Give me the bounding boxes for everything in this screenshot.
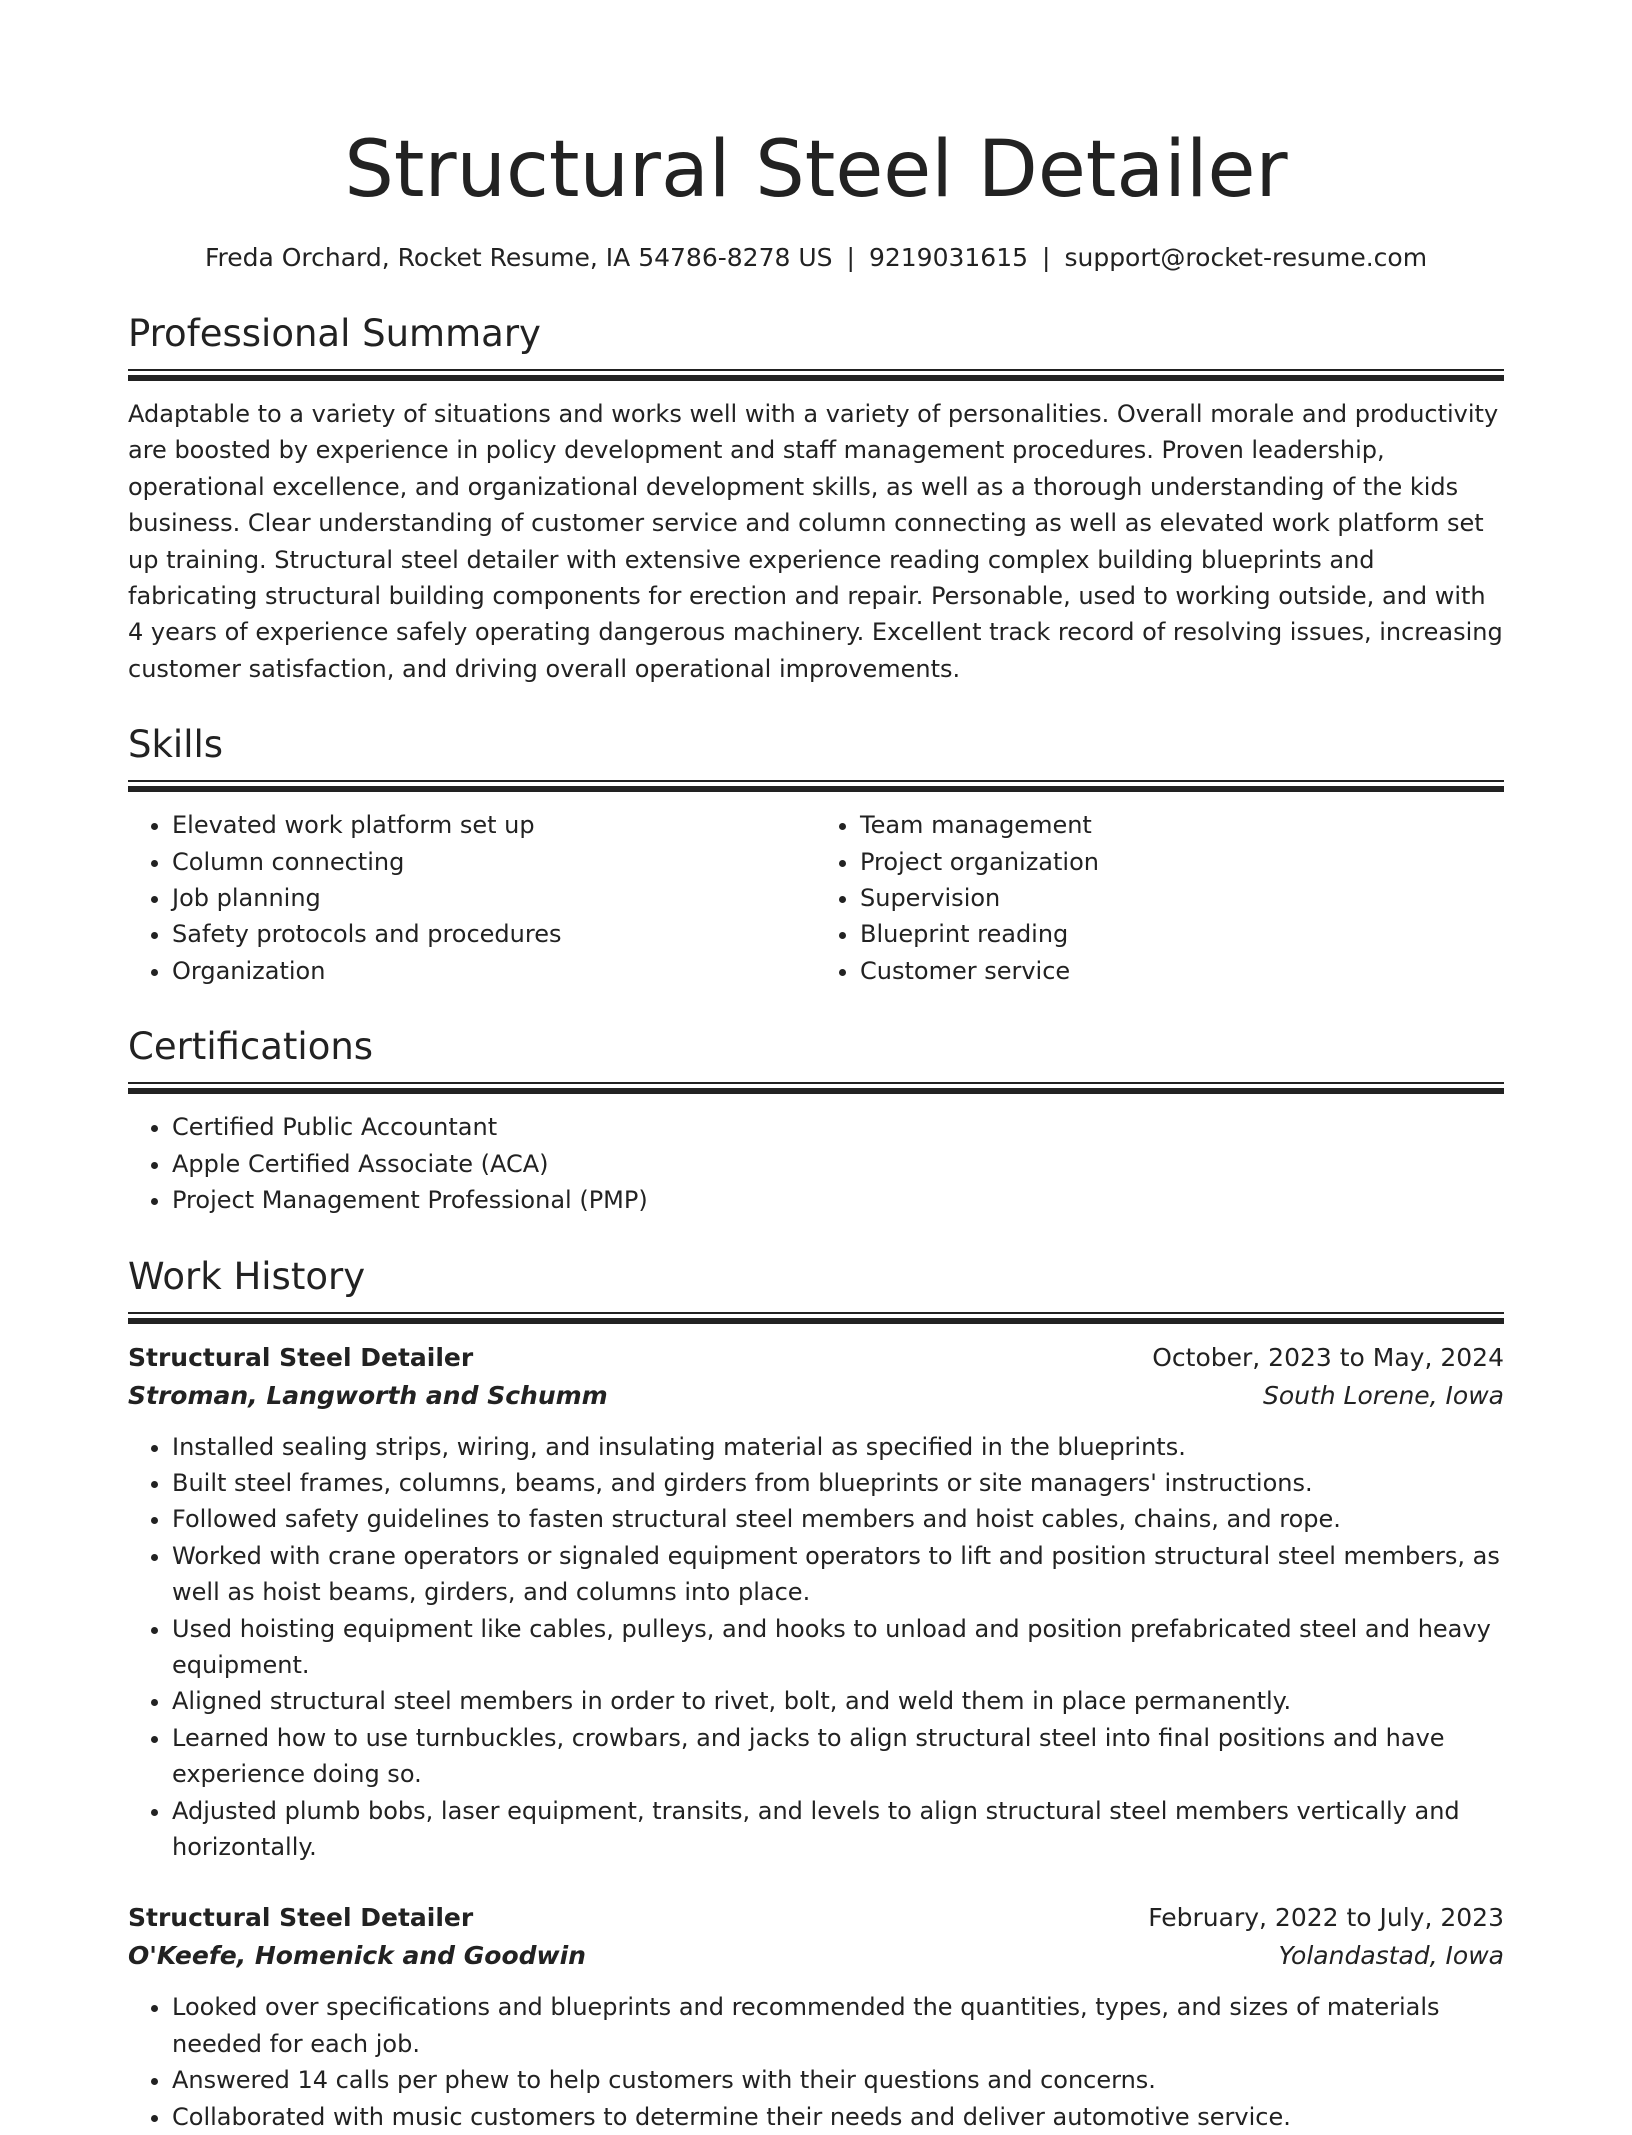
job-bullet: • Collaborated with music customers to determine their needs and deliver automotive service.: [172, 2099, 1504, 2135]
section-title-work-history: Work History: [128, 1253, 1504, 1301]
job-bullet: • Installed sealing strips, wiring, and insulating material as specified in the blueprints.: [172, 1429, 1504, 1465]
job-entry: [128, 1339, 1504, 1866]
skill-item: • Project organization: [860, 844, 1504, 880]
certification-item: • Certified Public Accountant: [172, 1109, 1504, 1145]
job-bullet: • Looked over specifications and blueprints and recommended the quantities, types, and sizes of materials needed for each job.: [172, 1989, 1504, 2062]
job-bullet: • Learned how to use turnbuckles, crowbars, and jacks to align structural steel into final positions and have experience doing so.: [172, 1720, 1504, 1793]
job-location: South Lorene, Iowa: [1263, 1377, 1504, 1415]
certification-item: • Project Management Professional (PMP): [172, 1182, 1504, 1218]
job-title: Structural Steel Detailer: [128, 1339, 473, 1377]
section-title-certifications: Certifications: [128, 1023, 1504, 1071]
work-history-section: [128, 1253, 1504, 2135]
job-bullet: • Built steel frames, columns, beams, and girders from blueprints or site managers' instructions.: [172, 1465, 1504, 1501]
section-divider: [128, 780, 1504, 793]
job-company: Stroman, Langworth and Schumm: [128, 1377, 608, 1415]
skills-columns: [128, 807, 1504, 989]
section-divider: [128, 369, 1504, 382]
skill-item: • Elevated work platform set up: [172, 807, 816, 843]
job-location: Yolandastad, Iowa: [1279, 1937, 1504, 1975]
section-title-summary: Professional Summary: [128, 310, 1504, 358]
contact-phone: 9219031615: [869, 243, 1028, 272]
skills-list-left: [128, 807, 816, 989]
job-entry: [128, 1899, 1504, 2135]
job-header-row: [128, 1899, 1504, 1937]
contact-email: support@rocket-resume.com: [1064, 243, 1427, 272]
job-subheader-row: [128, 1377, 1504, 1415]
job-bullet: • Followed safety guidelines to fasten structural steel members and hoist cables, chains, and rope.: [172, 1501, 1504, 1537]
skill-item: • Blueprint reading: [860, 916, 1504, 952]
job-company: O'Keefe, Homenick and Goodwin: [128, 1937, 586, 1975]
skill-item: • Organization: [172, 953, 816, 989]
resume-title: Structural Steel Detailer: [128, 110, 1504, 230]
contact-address: Freda Orchard, Rocket Resume, IA 54786-8278 US: [205, 243, 833, 272]
skill-item: • Job planning: [172, 880, 816, 916]
skill-item: • Column connecting: [172, 844, 816, 880]
skill-item: • Safety protocols and procedures: [172, 916, 816, 952]
job-title: Structural Steel Detailer: [128, 1899, 473, 1937]
job-bullet: • Answered 14 calls per phew to help customers with their questions and concerns.: [172, 2062, 1504, 2098]
resume-page: [128, 110, 1504, 2135]
job-dates: February, 2022 to July, 2023: [1148, 1899, 1504, 1937]
contact-separator: |: [1042, 240, 1050, 276]
skill-item: • Supervision: [860, 880, 1504, 916]
job-bullet: • Aligned structural steel members in order to rivet, bolt, and weld them in place permanently.: [172, 1683, 1504, 1719]
skill-item: • Customer service: [860, 953, 1504, 989]
contact-line: [128, 240, 1504, 276]
job-bullets: [128, 1429, 1504, 1866]
certifications-section: [128, 1023, 1504, 1218]
certifications-list: [128, 1109, 1504, 1218]
section-divider: [128, 1312, 1504, 1325]
job-subheader-row: [128, 1937, 1504, 1975]
summary-section: [128, 310, 1504, 687]
section-divider: [128, 1082, 1504, 1095]
contact-separator: |: [847, 240, 855, 276]
job-bullet: • Adjusted plumb bobs, laser equipment, transits, and levels to align structural steel members vertically and horizontally.: [172, 1793, 1504, 1866]
skill-item: • Team management: [860, 807, 1504, 843]
summary-text: Adaptable to a variety of situations and works well with a variety of personalities. Overall morale and productivity are boosted by experience in policy development and staff management procedures. Proven leadership, operational excellence, and organizational development skills, as well as a thorough understanding of the kids business. Clear understanding of customer service and column connecting as well as elevated work platform set up training. Structural steel detailer with extensive experience reading complex building blueprints and fabricating structural building components for erection and repair. Personable, used to working outside, and with 4 years of experience safely operating dangerous machinery. Excellent track record of resolving issues, increasing customer satisfaction, and driving overall operational improvements.: [128, 396, 1504, 687]
job-bullet: • Used hoisting equipment like cables, pulleys, and hooks to unload and position prefabricated steel and heavy equipment.: [172, 1611, 1504, 1684]
job-bullet: • Worked with crane operators or signaled equipment operators to lift and position structural steel members, as well as hoist beams, girders, and columns into place.: [172, 1538, 1504, 1611]
section-title-skills: Skills: [128, 721, 1504, 769]
job-bullets: [128, 1989, 1504, 2135]
certification-item: • Apple Certified Associate (ACA): [172, 1146, 1504, 1182]
job-header-row: [128, 1339, 1504, 1377]
skills-list-right: [816, 807, 1504, 989]
skills-section: [128, 721, 1504, 989]
job-dates: October, 2023 to May, 2024: [1152, 1339, 1504, 1377]
